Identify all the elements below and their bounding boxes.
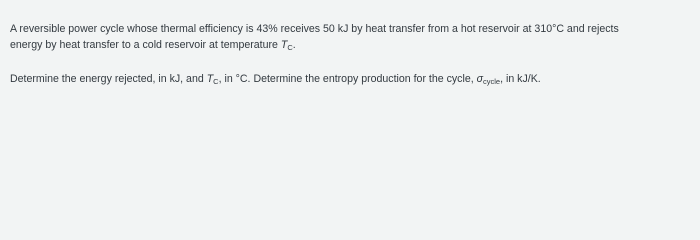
question-part-3: , in kJ/K. bbox=[500, 73, 541, 85]
tc-symbol: T bbox=[280, 39, 288, 51]
sigma-cycle-symbol: σ bbox=[476, 73, 484, 85]
tc-subscript: C bbox=[287, 43, 293, 52]
problem-statement bbox=[10, 21, 690, 56]
statement-line-2-end: . bbox=[292, 39, 296, 51]
tc-symbol-question: T bbox=[206, 73, 214, 85]
statement-line-2 bbox=[10, 37, 690, 56]
question-part-1: Determine the energy rejected, in kJ, and bbox=[10, 73, 207, 85]
problem-question bbox=[10, 71, 690, 90]
problem-card bbox=[0, 0, 700, 105]
tc-subscript-question: C bbox=[213, 77, 219, 86]
sigma-cycle-subscript: cycle bbox=[483, 77, 501, 86]
statement-line-2-text: energy by heat transfer to a cold reservoir at temperature bbox=[10, 39, 281, 51]
statement-line-1: A reversible power cycle whose thermal efficiency is 43% receives 50 kJ by heat transfer from a hot reservoir at 310°C and rejects bbox=[10, 23, 619, 35]
question-part-2: , in °C. Determine the entropy production for the cycle, bbox=[218, 73, 477, 85]
